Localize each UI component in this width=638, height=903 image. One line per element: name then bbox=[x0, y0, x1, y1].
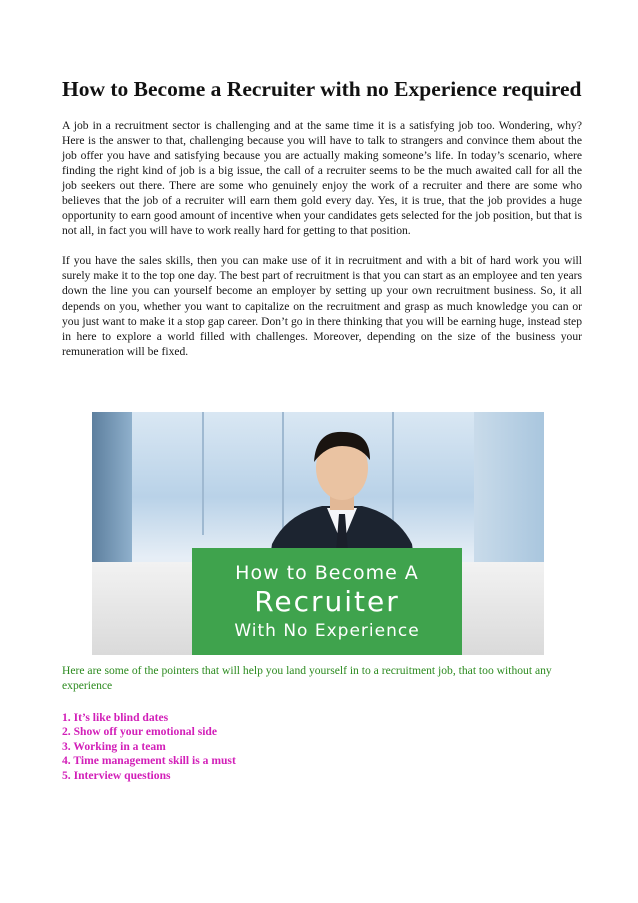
banner-line-3: With No Experience bbox=[234, 621, 420, 641]
title-banner bbox=[192, 548, 462, 655]
banner-line-1: How to Become A bbox=[235, 562, 419, 584]
paragraph: If you have the sales skills, then you can make use of it in recruitment and with a bit of hard work you will surely make it to the top one day. The best part of recruitment is that you can start as an employee and ten years down the line you can yourself become an employer by setting up your own recruitment business. So, it all depends on you, whether you want to capitalize on the recruitment and grasp as much knowledge you can or you just want to make it a stop gap career. Don’t go in there thinking that you will be earning huge, instead step in here to explore a world filled with challenges. Moreover, depending on the size of the business your remuneration will be fixed. bbox=[62, 254, 582, 358]
window-pillar-right bbox=[474, 412, 544, 582]
banner-line-2: Recruiter bbox=[254, 585, 400, 618]
list-item: 1. It’s like blind dates bbox=[62, 711, 169, 724]
window-mullion bbox=[202, 412, 204, 535]
page-title: How to Become a Recruiter with no Experience required bbox=[62, 77, 582, 101]
window-pillar-left bbox=[92, 412, 132, 572]
list-item: 3. Working in a team bbox=[62, 739, 166, 753]
pointers-list bbox=[62, 711, 582, 783]
hero-image bbox=[92, 412, 544, 655]
list-item: 2. Show off your emotional side bbox=[62, 725, 218, 739]
list-item: 4. Time management skill is a must bbox=[62, 754, 236, 768]
document-body bbox=[62, 76, 582, 359]
paragraph: A job in a recruitment sector is challenging and at the same time it is a satisfying job too. Wondering, why? Here is the answer to that, challenging because you will have to talk to strangers and convince them about the job offer you have and satisfying because you are actually making someone’s life. In today’s scenario, where finding the right kind of job is a big issue, the call of a recruiter seems to be the much awaited call for all the job seekers out there. There are some who genuinely enjoy the work of a recruiter and there are some who believes that the job of a recruiter will earn them gold every day. Yes, it is true, that the job provides a huge opportunity to earn good amount of incentive when your candidates gets selected for the job position, but that is not all, in fact you will have to work really hard for getting to that position. bbox=[62, 119, 582, 238]
list-item: 5. Interview questions bbox=[62, 768, 171, 782]
pointers-intro: Here are some of the pointers that will help you land yourself in to a recruitment job, that too without any experience bbox=[62, 664, 552, 693]
